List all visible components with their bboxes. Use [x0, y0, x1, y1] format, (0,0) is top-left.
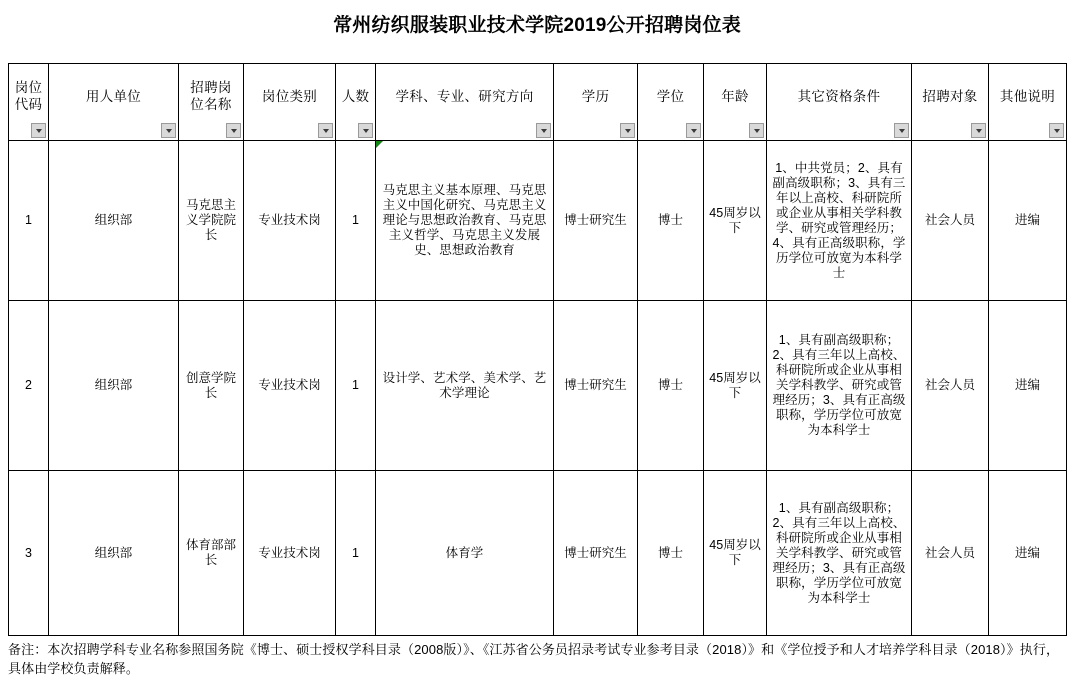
cell-post-name[interactable]: 创意学院长 [179, 301, 244, 471]
cell-target[interactable]: 社会人员 [912, 301, 989, 471]
cell-target[interactable]: 社会人员 [912, 471, 989, 636]
column-header-post-name[interactable] [179, 64, 244, 141]
filter-dropdown-icon[interactable] [620, 123, 635, 138]
chevron-down-icon [754, 129, 760, 133]
table-row [9, 141, 1067, 301]
cell-other-req[interactable]: 1、具有副高级职称；2、具有三年以上高校、科研院所或企业从事相关学科教学、研究或管理经历；3、具有正高级职称，学历学位可放宽为本科学士 [767, 471, 912, 636]
column-header-degree[interactable] [638, 64, 704, 141]
cell-degree[interactable]: 博士 [638, 471, 704, 636]
column-header-remark[interactable] [989, 64, 1067, 141]
column-header-target-label: 招聘对象 [922, 88, 978, 104]
filter-dropdown-icon[interactable] [161, 123, 176, 138]
column-header-code-label: 岗位 [14, 80, 43, 95]
column-header-age-label: 年龄 [721, 88, 749, 104]
cell-degree[interactable]: 博士 [638, 301, 704, 471]
cell-post-name[interactable]: 体育部部长 [179, 471, 244, 636]
column-header-degree-label: 学位 [656, 88, 685, 104]
column-header-other-req[interactable] [767, 64, 912, 141]
cell-education[interactable]: 博士研究生 [554, 141, 638, 301]
column-header-education[interactable] [554, 64, 638, 141]
column-header-post-type-label: 岗位类别 [261, 88, 318, 104]
filter-dropdown-icon[interactable] [749, 123, 764, 138]
chevron-down-icon [323, 129, 329, 133]
cell-code[interactable]: 1 [9, 141, 49, 301]
filter-dropdown-icon[interactable] [686, 123, 701, 138]
filter-dropdown-icon[interactable] [226, 123, 241, 138]
chevron-down-icon [36, 129, 42, 133]
cell-post-type[interactable]: 专业技术岗 [244, 471, 336, 636]
table-header-row [9, 64, 1067, 141]
chevron-down-icon [625, 129, 631, 133]
cell-discipline-text: 马克思主义基本原理、马克思主义中国化研究、马克思主义理论与思想政治教育、马克思主义哲学、马克思主义发展史、思想政治教育 [382, 183, 547, 257]
cell-remark[interactable]: 进编 [989, 301, 1067, 471]
column-header-target[interactable] [912, 64, 989, 141]
cell-discipline[interactable] [376, 141, 554, 301]
cell-post-type[interactable]: 专业技术岗 [244, 301, 336, 471]
cell-employer[interactable]: 组织部 [49, 141, 179, 301]
column-header-code[interactable] [9, 64, 49, 141]
column-header-discipline[interactable] [376, 64, 554, 141]
cell-post-name[interactable]: 马克思主义学院院长 [179, 141, 244, 301]
filter-dropdown-icon[interactable] [318, 123, 333, 138]
cell-discipline[interactable]: 设计学、艺术学、美术学、艺术学理论 [376, 301, 554, 471]
filter-dropdown-icon[interactable] [894, 123, 909, 138]
chevron-down-icon [976, 129, 982, 133]
cell-remark[interactable]: 进编 [989, 141, 1067, 301]
green-error-triangle-icon [376, 141, 383, 148]
filter-dropdown-icon[interactable] [536, 123, 551, 138]
chevron-down-icon [231, 129, 237, 133]
filter-dropdown-icon[interactable] [31, 123, 46, 138]
column-header-headcount[interactable] [336, 64, 376, 141]
chevron-down-icon [166, 129, 172, 133]
cell-employer[interactable]: 组织部 [49, 301, 179, 471]
column-header-post-name-label: 招聘岗 [190, 80, 232, 95]
column-header-other-req-label: 其它资格条件 [797, 88, 881, 104]
recruitment-table [8, 63, 1067, 636]
cell-code[interactable]: 3 [9, 471, 49, 636]
cell-headcount[interactable]: 1 [336, 301, 376, 471]
cell-remark[interactable]: 进编 [989, 471, 1067, 636]
cell-education[interactable]: 博士研究生 [554, 301, 638, 471]
cell-target[interactable]: 社会人员 [912, 141, 989, 301]
filter-dropdown-icon[interactable] [358, 123, 373, 138]
cell-employer[interactable]: 组织部 [49, 471, 179, 636]
column-header-post-name-label-2: 位名称 [190, 97, 232, 112]
cell-other-req[interactable]: 1、具有副高级职称；2、具有三年以上高校、科研院所或企业从事相关学科教学、研究或管理经历；3、具有正高级职称，学历学位可放宽为本科学士 [767, 301, 912, 471]
column-header-age[interactable] [704, 64, 767, 141]
column-header-headcount-label: 人数 [341, 88, 370, 104]
cell-age[interactable]: 45周岁以下 [704, 471, 767, 636]
cell-headcount[interactable]: 1 [336, 471, 376, 636]
chevron-down-icon [363, 129, 369, 133]
cell-post-type[interactable]: 专业技术岗 [244, 141, 336, 301]
page-title: 常州纺织服装职业技术学院2019公开招聘岗位表 [333, 15, 741, 36]
chevron-down-icon [1054, 129, 1060, 133]
column-header-code-label-2: 代码 [14, 97, 43, 112]
cell-age[interactable]: 45周岁以下 [704, 301, 767, 471]
chevron-down-icon [691, 129, 697, 133]
cell-age[interactable]: 45周岁以下 [704, 141, 767, 301]
chevron-down-icon [899, 129, 905, 133]
cell-headcount[interactable]: 1 [336, 141, 376, 301]
column-header-employer-label: 用人单位 [85, 88, 142, 104]
column-header-employer[interactable] [49, 64, 179, 141]
footer-note: 备注：本次招聘学科专业名称参照国务院《博士、硕士授权学科目录（2008版）》、《江苏省公务员招录考试专业参考目录（2018）》和《学位授予和人才培养学科目录（2018）》执行，具体由学校负责解释。 [8, 642, 1060, 676]
column-header-remark-label: 其他说明 [999, 88, 1056, 104]
table-row [9, 471, 1067, 636]
column-header-post-type[interactable] [244, 64, 336, 141]
cell-code[interactable]: 2 [9, 301, 49, 471]
column-header-education-label: 学历 [581, 88, 610, 104]
table-row [9, 301, 1067, 471]
cell-degree[interactable]: 博士 [638, 141, 704, 301]
column-header-discipline-label: 学科、专业、研究方向 [395, 88, 534, 104]
chevron-down-icon [541, 129, 547, 133]
cell-other-req[interactable]: 1、中共党员；2、具有副高级职称；3、具有三年以上高校、科研院所或企业从事相关学科教学、研究或管理经历；4、具有正高级职称，学历学位可放宽为本科学士 [767, 141, 912, 301]
filter-dropdown-icon[interactable] [971, 123, 986, 138]
filter-dropdown-icon[interactable] [1049, 123, 1064, 138]
cell-discipline[interactable]: 体育学 [376, 471, 554, 636]
cell-education[interactable]: 博士研究生 [554, 471, 638, 636]
title-bar [0, 14, 1074, 38]
